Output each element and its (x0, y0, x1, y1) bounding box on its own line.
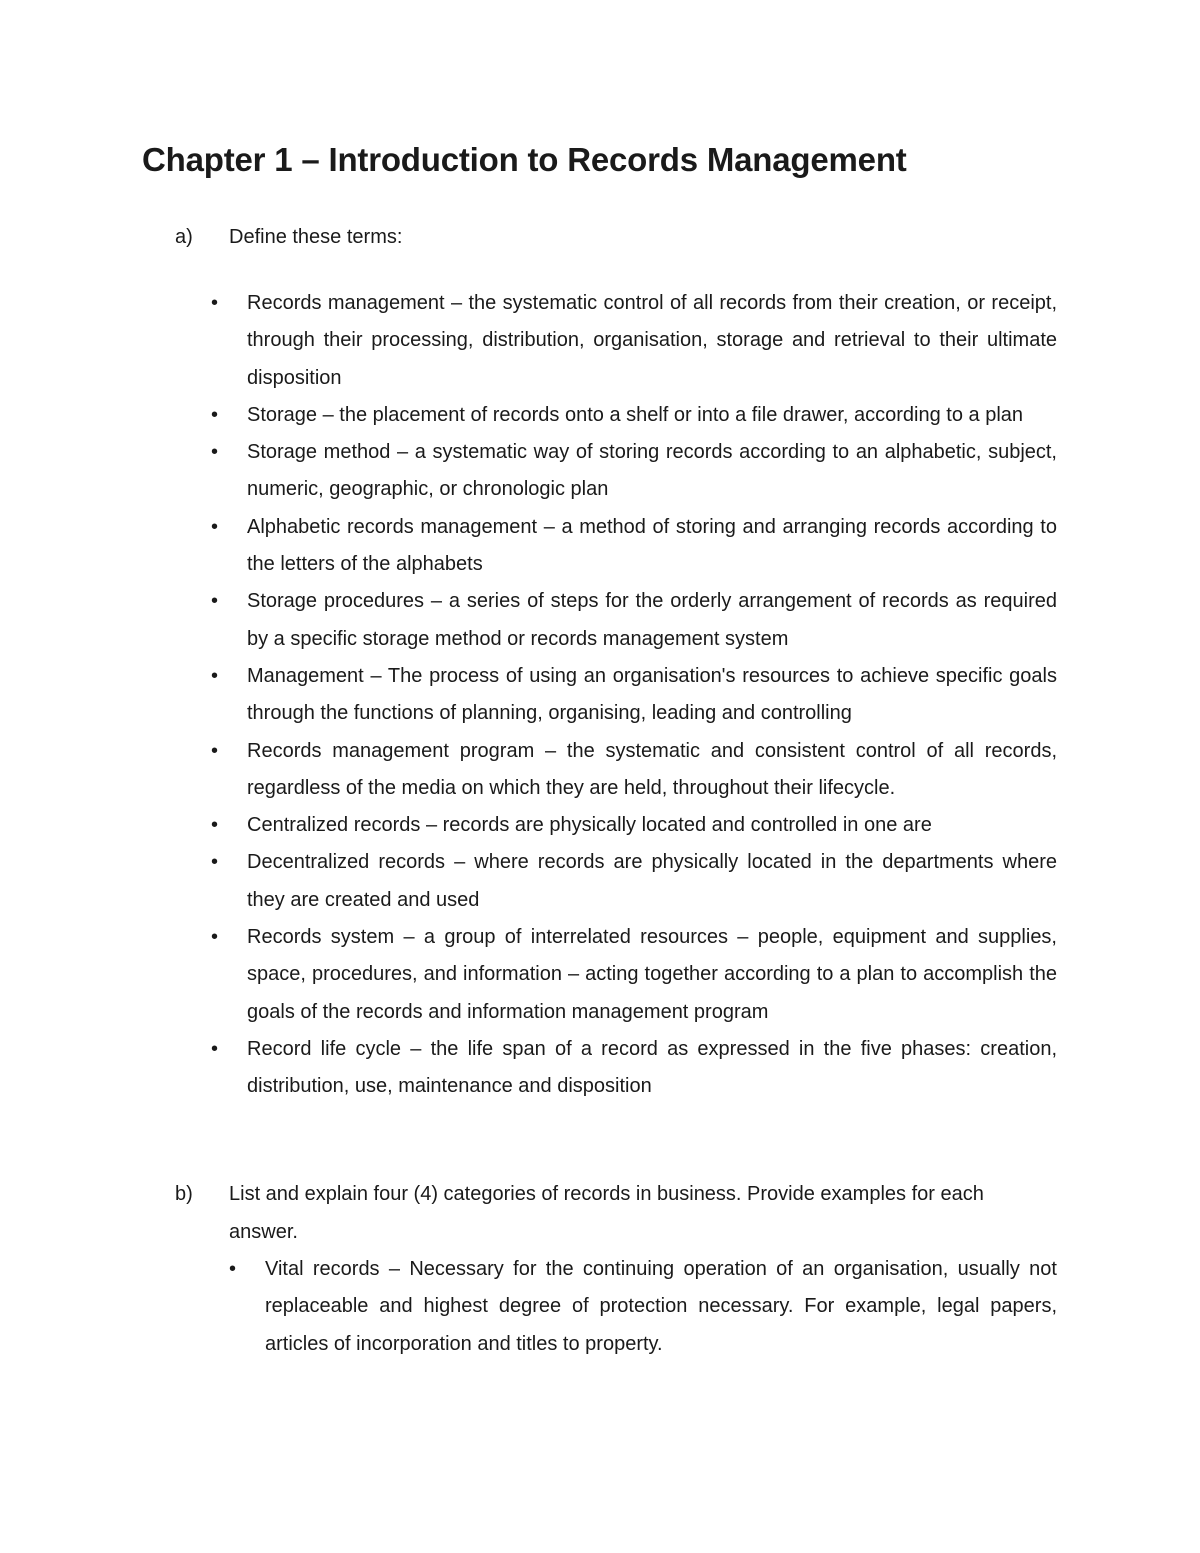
list-item (0, 509, 1200, 584)
categories-list (0, 1251, 1200, 1363)
list-item (0, 397, 1200, 434)
bullet-icon: • (211, 926, 219, 949)
list-item (0, 919, 1200, 1031)
bullet-icon: • (211, 814, 219, 837)
list-item-text: Alphabetic records management – a method of storing and arranging records according to the letters of the alphabets (247, 515, 1057, 576)
list-item-text: Records management – the systematic control of all records from their creation, or receipt, through their processing, distribution, organisation, storage and retrieval to their ultimate disposition (247, 292, 1057, 389)
list-item-text: Storage procedures – a series of steps for the orderly arrangement of records as required by a specific storage method or records management system (247, 590, 1057, 650)
question-marker: b) (175, 1183, 193, 1205)
list-item-text: Storage – the placement of records onto a shelf or into a file drawer, according to a plan (247, 403, 1024, 426)
list-item (0, 844, 1200, 919)
list-item (0, 434, 1200, 509)
list-item (0, 583, 1200, 658)
list-item-text: Vital records – Necessary for the continuing operation of an organisation, usually not replaceable and highest degree of protection necessary. For example, legal papers, articles of incorporation and titles to property. (265, 1258, 1057, 1355)
bullet-icon: • (211, 441, 219, 464)
list-item-text: Records system – a group of interrelated resources – people, equipment and supplies, space, procedures, and information – acting together according to a plan to accomplish the goals of the records and information management program (247, 926, 1057, 1023)
list-item-text: Record life cycle – the life span of a record as expressed in the five phases: creation, distribution, use, maintenance and disposition (247, 1037, 1057, 1098)
bullet-icon: • (211, 515, 219, 538)
list-item-text: Decentralized records – where records are physically located in the departments where they are created and used (247, 851, 1057, 911)
list-item (0, 285, 1200, 397)
question-text: List and explain four (4) categories of records in business. Provide examples for each answer. (229, 1183, 984, 1243)
bullet-icon: • (211, 590, 219, 613)
question-text: Define these terms: (229, 226, 403, 248)
list-item (0, 807, 1200, 844)
terms-list (0, 285, 1200, 1106)
list-item (0, 733, 1200, 808)
bullet-icon: • (211, 664, 219, 687)
list-item-text: Centralized records – records are physically located and controlled in one are (247, 814, 932, 837)
list-item (0, 1031, 1200, 1106)
list-item-text: Management – The process of using an organisation's resources to achieve specific goals through the functions of planning, organising, leading and controlling (247, 664, 1057, 725)
list-item (0, 658, 1200, 733)
bullet-icon: • (229, 1258, 237, 1280)
list-item-text: Records management program – the systematic and consistent control of all records, regardless of the media on which they are held, throughout their lifecycle. (247, 739, 1057, 799)
page-title: Chapter 1 – Introduction to Records Management (142, 141, 907, 178)
question-marker: a) (175, 226, 193, 248)
bullet-icon: • (211, 739, 219, 762)
list-item-text: Storage method – a systematic way of storing records according to an alphabetic, subject, numeric, geographic, or chronologic plan (247, 441, 1057, 501)
bullet-icon: • (211, 292, 219, 314)
bullet-icon: • (211, 851, 219, 874)
list-item (0, 1251, 1200, 1363)
bullet-icon: • (211, 1037, 219, 1060)
bullet-icon: • (211, 403, 219, 426)
